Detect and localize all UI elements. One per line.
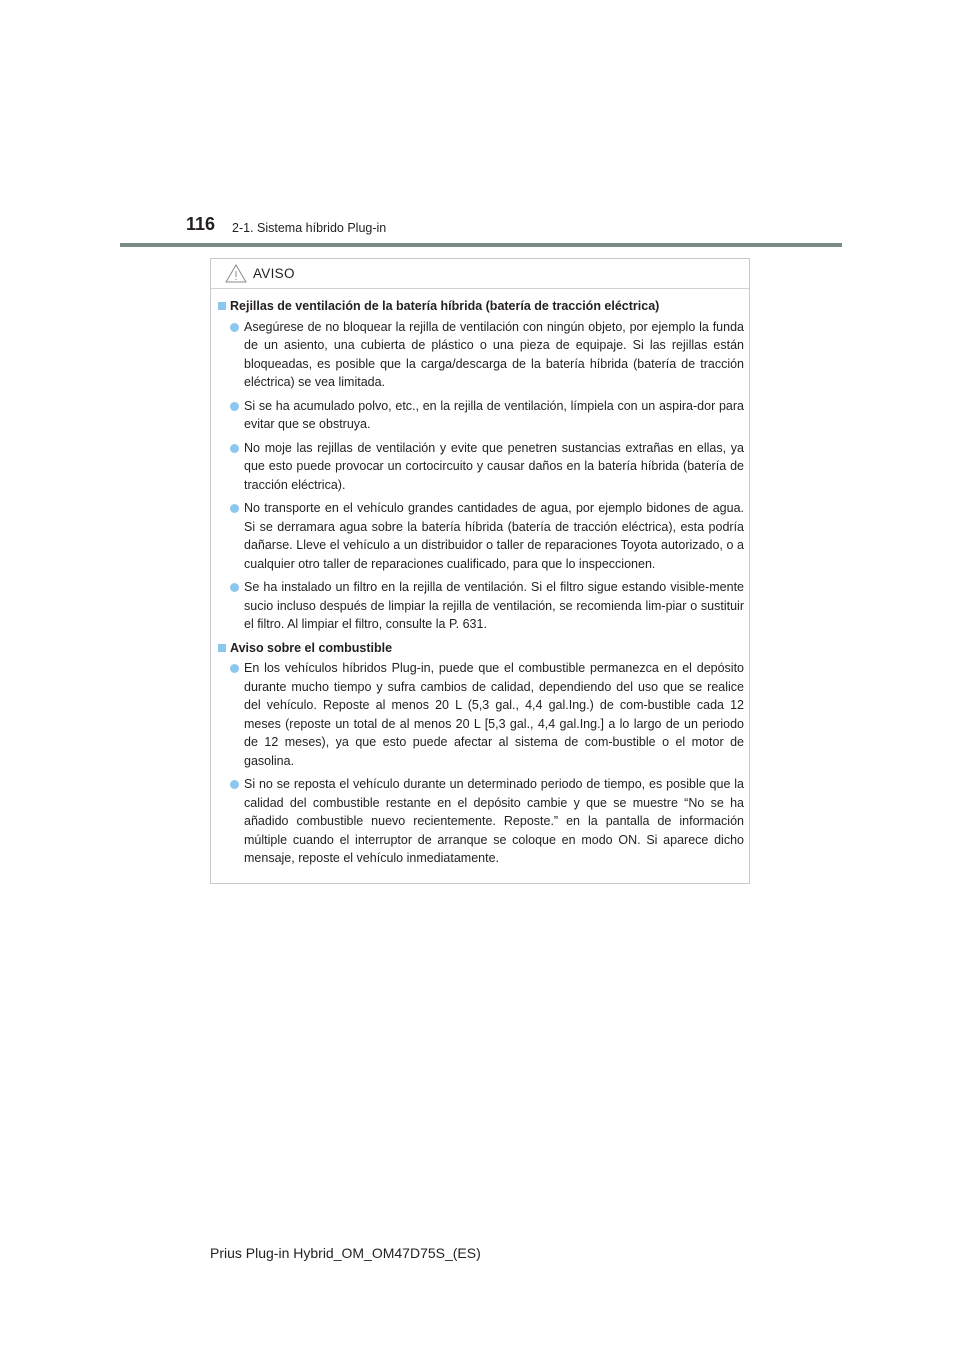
list-item: Si no se reposta el vehículo durante un determinado periodo de tiempo, es posible que la calidad del combustible restante en el depósito cambie y que se muestre “No se ha añadido combustible nuevo recientemente. Reposte.” en la pantalla de información múltiple cuando el interruptor de arranque se coloque en modo ON. Si aparece dicho mensaje, reposte el vehículo inmediatamente. (218, 775, 744, 868)
warning-triangle-icon (225, 264, 247, 283)
circle-bullet-icon (230, 504, 239, 513)
warning-content (218, 297, 744, 873)
list-item: Se ha instalado un filtro en la rejilla de ventilación. Si el filtro sigue estando visible-mente sucio incluso después de limpiar la rejilla de ventilación, se recomienda lim-piar o sustituir el filtro. Al limpiar el filtro, consulte la P. 631. (218, 578, 744, 634)
list-item: Si se ha acumulado polvo, etc., en la rejilla de ventilación, límpiela con un aspira-dor para evitar que se obstruya. (218, 397, 744, 434)
list-item: No transporte en el vehículo grandes cantidades de agua, por ejemplo bidones de agua. Si se derramara agua sobre la batería híbrida (batería de tracción eléctrica), esta podría dañarse. Lleve el vehículo a un distribuidor o taller de reparaciones Toyota autorizado, o a cualquier otro taller de reparaciones cualificado, para que lo inspeccionen. (218, 499, 744, 573)
circle-bullet-icon (230, 323, 239, 332)
circle-bullet-icon (230, 664, 239, 673)
square-bullet-icon (218, 644, 226, 652)
footer-document-id: Prius Plug-in Hybrid_OM_OM47D75S_(ES) (210, 1245, 481, 1261)
circle-bullet-icon (230, 780, 239, 789)
list-item: Asegúrese de no bloquear la rejilla de ventilación con ningún objeto, por ejemplo la funda de un asiento, una cubierta de plástico o una pieza de equipaje. Si las rejillas están bloqueadas, es posible que la carga/descarga de la batería híbrida (batería de tracción eléctrica) se vea limitada. (218, 318, 744, 392)
circle-bullet-icon (230, 583, 239, 592)
circle-bullet-icon (230, 444, 239, 453)
warning-box (210, 258, 750, 884)
warning-title: AVISO (253, 266, 295, 281)
list-item: No moje las rejillas de ventilación y evite que penetren sustancias extrañas en ellas, ya que esto puede provocar un cortocircuito y causar daños en la batería híbrida (batería de tracción eléctrica). (218, 439, 744, 495)
section-title: 2-1. Sistema híbrido Plug-in (232, 221, 387, 235)
section-heading: Rejillas de ventilación de la batería híbrida (batería de tracción eléctrica) (218, 297, 744, 316)
square-bullet-icon (218, 302, 226, 310)
warning-header (211, 259, 749, 289)
header-rule (120, 243, 842, 247)
circle-bullet-icon (230, 402, 239, 411)
page-number: 116 (186, 214, 216, 234)
list-item: En los vehículos híbridos Plug-in, puede que el combustible permanezca en el depósito durante mucho tiempo y sufra cambios de calidad, dependiendo del uso que se realice del vehículo. Reposte al menos 20 L (5,3 gal., 4,4 gal.Ing.) de com-bustible cada 12 meses (reposte un total de al menos 20 L [5,3 gal., 4,4 gal.Ing.] a lo largo de un periodo de 12 meses), ya que esto puede afectar al sistema de com-bustible o el motor de gasolina. (218, 659, 744, 770)
section-heading: Aviso sobre el combustible (218, 639, 744, 658)
